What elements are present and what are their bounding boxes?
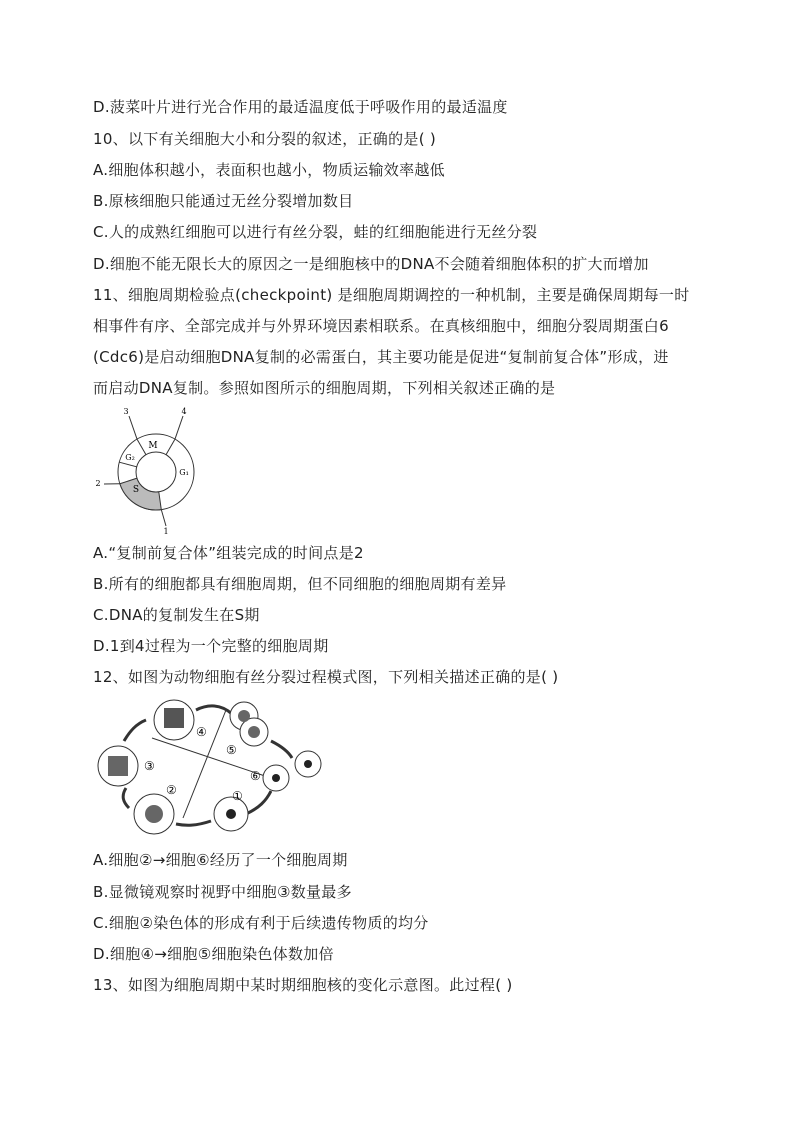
question-11-stem: 11、细胞周期检验点(checkpoint) 是细胞周期调控的一种机制，主要是确保周期每一时: [93, 286, 690, 304]
option-c: C.DNA的复制发生在S期: [93, 606, 260, 624]
cell-label-5: ⑤: [226, 743, 237, 757]
arrow: [196, 706, 232, 714]
arrow: [123, 788, 129, 808]
option-c: C.人的成熟红细胞可以进行有丝分裂，蛙的红细胞能进行无丝分裂: [93, 223, 538, 241]
cell-cycle-figure: [92, 402, 222, 534]
arrow: [124, 720, 146, 741]
option-b: B.原核细胞只能通过无丝分裂增加数目: [93, 192, 354, 210]
option-a: A.细胞②→细胞⑥经历了一个细胞周期: [93, 851, 348, 869]
question-13-stem: 13、如图为细胞周期中某时期细胞核的变化示意图。此过程( ): [93, 976, 513, 994]
option-b: B.显微镜观察时视野中细胞③数量最多: [93, 883, 352, 901]
arrow: [246, 791, 271, 814]
point-2: 2: [95, 479, 101, 488]
cell-label-3: ③: [144, 759, 155, 773]
option-d: D.细胞不能无限长大的原因之一是细胞核中的DNA不会随着细胞体积的扩大而增加: [93, 255, 649, 273]
phase-s: S: [132, 485, 140, 495]
cell-label-4: ④: [196, 725, 207, 739]
question-11-stem: 而启动DNA复制。参照如图所示的细胞周期，下列相关叙述正确的是: [93, 379, 556, 397]
point-1: 1: [163, 527, 169, 534]
phase-m: M: [148, 441, 158, 451]
option-d: D.1到4过程为一个完整的细胞周期: [93, 637, 329, 655]
arrow: [176, 821, 211, 825]
option-b: B.所有的细胞都具有细胞周期，但不同细胞的细胞周期有差异: [93, 575, 507, 593]
question-11-stem: (Cdc6)是启动细胞DNA复制的必需蛋白，其主要功能是促进“复制前复合体”形成，进: [93, 348, 669, 366]
mitosis-figure: [96, 696, 336, 836]
arrow: [271, 741, 292, 758]
point-3: 3: [123, 407, 129, 416]
option-c: C.细胞②染色体的形成有利于后续遗传物质的均分: [93, 914, 429, 932]
question-10-stem: 10、以下有关细胞大小和分裂的叙述，正确的是( ): [93, 130, 437, 148]
option-d: D.细胞④→细胞⑤细胞染色体数加倍: [93, 945, 334, 963]
option-a: A.“复制前复合体”组装完成的时间点是2: [93, 544, 364, 562]
cell-label-6: ⑥: [250, 769, 261, 783]
cell-label-1: ①: [232, 789, 243, 803]
option-a: A.细胞体积越小，表面积也越小，物质运输效率越低: [93, 161, 445, 179]
point-4: 4: [181, 407, 187, 416]
question-11-stem: 相事件有序、全部完成并与外界环境因素相联系。在真核细胞中，细胞分裂周期蛋白6: [93, 317, 669, 335]
phase-g2: G₂: [125, 453, 135, 462]
phase-g1: G₁: [179, 468, 189, 477]
cell-label-2: ②: [166, 783, 177, 797]
question-12-stem: 12、如图为动物细胞有丝分裂过程模式图，下列相关描述正确的是( ): [93, 668, 559, 686]
text-line: D.菠菜叶片进行光合作用的最适温度低于呼吸作用的最适温度: [93, 98, 508, 116]
